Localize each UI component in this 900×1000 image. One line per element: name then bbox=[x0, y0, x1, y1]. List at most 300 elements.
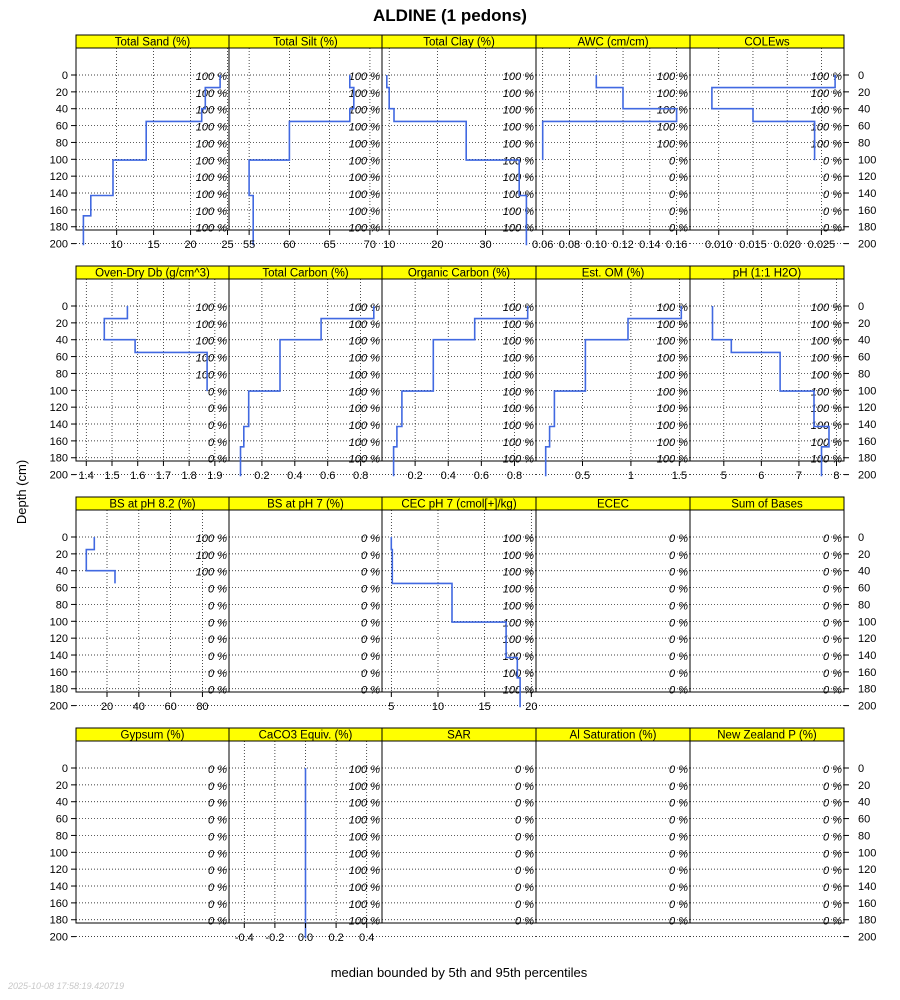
data-coverage-label: 0 % bbox=[669, 533, 688, 545]
data-coverage-label: 100 % bbox=[348, 420, 380, 433]
x-tick-label: 0.5 bbox=[574, 470, 591, 482]
data-coverage-label: 0 % bbox=[669, 865, 688, 878]
data-coverage-label: 0 % bbox=[823, 764, 842, 776]
data-coverage-label: 100 % bbox=[502, 583, 534, 596]
x-tick-label: 20 bbox=[100, 701, 114, 713]
data-coverage-label: 100 % bbox=[656, 302, 688, 314]
data-coverage-label: 100 % bbox=[810, 121, 842, 134]
data-coverage-label: 0 % bbox=[669, 651, 688, 664]
x-tick-label: 1.9 bbox=[207, 470, 223, 482]
data-coverage-label: 100 % bbox=[348, 172, 380, 185]
x-tick-label: 15 bbox=[147, 239, 160, 251]
panel-strip-label: BS at pH 7 (%) bbox=[267, 498, 344, 511]
y-tick-label: 180 bbox=[858, 221, 877, 234]
x-tick-label: 5 bbox=[388, 701, 395, 713]
y-tick-label: 20 bbox=[858, 317, 871, 330]
data-coverage-label: 0 % bbox=[823, 634, 842, 647]
y-tick-label: 120 bbox=[858, 864, 877, 877]
data-coverage-label: 0 % bbox=[669, 600, 688, 613]
data-coverage-label: 100 % bbox=[348, 318, 380, 331]
y-tick-label: 200 bbox=[49, 469, 68, 482]
data-coverage-label: 0 % bbox=[823, 189, 842, 202]
data-coverage-label: 0 % bbox=[823, 780, 842, 793]
panel-frame bbox=[690, 741, 844, 923]
panel-strip-label: Organic Carbon (%) bbox=[407, 267, 511, 280]
data-coverage-label: 100 % bbox=[502, 302, 534, 314]
y-tick-label: 100 bbox=[858, 616, 877, 629]
data-coverage-label: 0 % bbox=[208, 386, 227, 399]
data-coverage-label: 0 % bbox=[208, 898, 227, 911]
data-coverage-label: 100 % bbox=[195, 121, 227, 134]
y-tick-label: 40 bbox=[858, 103, 871, 116]
data-coverage-label: 0 % bbox=[823, 583, 842, 596]
panel-strip-label: Total Sand (%) bbox=[114, 36, 191, 49]
panel-7 bbox=[382, 266, 536, 482]
data-coverage-label: 0 % bbox=[361, 634, 380, 647]
data-coverage-label: 100 % bbox=[810, 436, 842, 449]
data-coverage-label: 0 % bbox=[823, 651, 842, 664]
y-tick-label: 20 bbox=[55, 779, 68, 792]
data-coverage-label: 0 % bbox=[361, 583, 380, 596]
x-tick-label: 8 bbox=[833, 470, 840, 482]
data-coverage-label: 100 % bbox=[348, 436, 380, 449]
y-tick-label: 200 bbox=[858, 931, 877, 944]
y-tick-label: 140 bbox=[858, 881, 877, 894]
panel-9 bbox=[690, 266, 876, 482]
x-tick-label: -0.2 bbox=[265, 932, 285, 944]
data-coverage-label: 0 % bbox=[669, 780, 688, 793]
data-coverage-label: 0 % bbox=[823, 898, 842, 911]
y-tick-label: 60 bbox=[858, 351, 871, 364]
panel-strip-label: COLEws bbox=[744, 36, 790, 49]
data-coverage-label: 100 % bbox=[810, 453, 842, 466]
data-coverage-label: 0 % bbox=[208, 865, 227, 878]
data-coverage-label: 0 % bbox=[361, 533, 380, 545]
x-tick-label: 60 bbox=[164, 701, 177, 713]
data-coverage-label: 100 % bbox=[502, 222, 534, 235]
data-coverage-label: 0 % bbox=[669, 566, 688, 579]
data-coverage-label: 0 % bbox=[823, 617, 842, 630]
y-tick-label: 80 bbox=[55, 137, 68, 150]
data-coverage-label: 100 % bbox=[195, 222, 227, 235]
y-tick-label: 40 bbox=[858, 334, 871, 347]
panel-strip-label: Al Saturation (%) bbox=[569, 729, 657, 742]
x-tick-label: 1.5 bbox=[671, 470, 687, 482]
data-coverage-label: 100 % bbox=[656, 403, 688, 416]
data-coverage-label: 100 % bbox=[348, 302, 380, 314]
panel-strip-label: CaCO3 Equiv. (%) bbox=[258, 729, 353, 742]
data-coverage-label: 0 % bbox=[669, 667, 688, 680]
y-tick-label: 80 bbox=[55, 599, 68, 612]
data-coverage-label: 0 % bbox=[669, 814, 688, 827]
data-coverage-label: 100 % bbox=[656, 121, 688, 134]
data-coverage-label: 100 % bbox=[502, 369, 534, 382]
y-tick-label: 100 bbox=[858, 847, 877, 860]
y-tick-label: 180 bbox=[49, 914, 68, 927]
data-coverage-label: 100 % bbox=[656, 352, 688, 365]
data-coverage-label: 0 % bbox=[823, 205, 842, 218]
data-coverage-label: 100 % bbox=[502, 403, 534, 416]
y-tick-label: 0 bbox=[61, 763, 68, 775]
data-coverage-label: 0 % bbox=[208, 651, 227, 664]
x-tick-label: -0.4 bbox=[234, 932, 254, 944]
data-coverage-label: 100 % bbox=[502, 335, 534, 348]
y-tick-label: 140 bbox=[858, 650, 877, 663]
data-coverage-label: 100 % bbox=[348, 222, 380, 235]
data-coverage-label: 100 % bbox=[348, 453, 380, 466]
x-tick-label: 10 bbox=[431, 701, 445, 713]
y-tick-label: 100 bbox=[49, 385, 68, 398]
chart-title: ALDINE (1 pedons) bbox=[373, 6, 527, 25]
y-tick-label: 0 bbox=[858, 532, 865, 544]
data-coverage-label: 100 % bbox=[195, 549, 227, 562]
x-tick-label: 0.015 bbox=[739, 239, 767, 251]
x-tick-label: 0.2 bbox=[254, 470, 270, 482]
x-tick-label: 55 bbox=[243, 239, 256, 251]
panel-3 bbox=[532, 35, 690, 251]
data-coverage-label: 0 % bbox=[515, 898, 534, 911]
data-coverage-label: 0 % bbox=[823, 915, 842, 928]
x-tick-label: 0.4 bbox=[287, 470, 303, 482]
data-coverage-label: 100 % bbox=[195, 335, 227, 348]
data-coverage-label: 100 % bbox=[502, 617, 534, 630]
y-tick-label: 60 bbox=[55, 120, 68, 133]
data-coverage-label: 0 % bbox=[208, 814, 227, 827]
x-tick-label: 0.12 bbox=[612, 239, 634, 251]
y-tick-label: 0 bbox=[61, 301, 68, 313]
y-tick-label: 40 bbox=[55, 796, 68, 809]
panel-5 bbox=[50, 266, 229, 482]
panel-strip-label: BS at pH 8.2 (%) bbox=[109, 498, 196, 511]
y-tick-label: 200 bbox=[858, 700, 877, 713]
data-coverage-label: 0 % bbox=[515, 797, 534, 810]
data-coverage-label: 100 % bbox=[348, 797, 380, 810]
y-tick-label: 140 bbox=[49, 650, 68, 663]
x-tick-label: 80 bbox=[196, 701, 209, 713]
data-coverage-label: 100 % bbox=[348, 814, 380, 827]
data-coverage-label: 0 % bbox=[669, 848, 688, 861]
timestamp: 2025-10-08 17:58:19.420719 bbox=[8, 981, 125, 991]
panel-strip-label: Total Silt (%) bbox=[273, 36, 338, 49]
data-coverage-label: 100 % bbox=[195, 369, 227, 382]
data-coverage-label: 0 % bbox=[208, 667, 227, 680]
data-coverage-label: 100 % bbox=[502, 189, 534, 202]
panel-17 bbox=[382, 728, 536, 937]
data-coverage-label: 100 % bbox=[502, 566, 534, 579]
data-coverage-label: 0 % bbox=[669, 205, 688, 218]
data-coverage-label: 0 % bbox=[515, 780, 534, 793]
median-profile-line bbox=[104, 306, 207, 391]
data-coverage-label: 100 % bbox=[502, 155, 534, 168]
data-coverage-label: 100 % bbox=[195, 566, 227, 579]
data-coverage-label: 0 % bbox=[823, 814, 842, 827]
data-coverage-label: 100 % bbox=[502, 651, 534, 664]
y-tick-label: 20 bbox=[858, 779, 871, 792]
y-tick-label: 80 bbox=[55, 368, 68, 381]
data-coverage-label: 100 % bbox=[348, 155, 380, 168]
x-tick-label: 0.08 bbox=[558, 239, 581, 251]
x-tick-label: 0.6 bbox=[473, 470, 490, 482]
data-coverage-label: 0 % bbox=[823, 684, 842, 697]
panel-strip-label: Total Clay (%) bbox=[423, 36, 495, 49]
y-tick-label: 0 bbox=[858, 70, 865, 82]
data-coverage-label: 0 % bbox=[669, 831, 688, 844]
x-tick-label: 1 bbox=[627, 470, 634, 482]
data-coverage-label: 0 % bbox=[669, 222, 688, 235]
data-coverage-label: 100 % bbox=[348, 764, 380, 776]
y-tick-label: 120 bbox=[858, 171, 877, 184]
y-tick-label: 160 bbox=[858, 666, 877, 679]
y-tick-label: 140 bbox=[49, 188, 68, 201]
data-coverage-label: 100 % bbox=[502, 386, 534, 399]
data-coverage-label: 0 % bbox=[208, 634, 227, 647]
data-coverage-label: 100 % bbox=[348, 780, 380, 793]
panel-strip-label: Sum of Bases bbox=[731, 498, 803, 511]
panel-12 bbox=[382, 497, 537, 713]
panel-frame bbox=[536, 510, 690, 692]
data-coverage-label: 0 % bbox=[515, 831, 534, 844]
x-tick-label: 1.8 bbox=[181, 470, 197, 482]
y-tick-label: 160 bbox=[49, 435, 68, 448]
y-tick-label: 140 bbox=[49, 419, 68, 432]
data-coverage-label: 0 % bbox=[515, 915, 534, 928]
data-coverage-label: 100 % bbox=[502, 436, 534, 449]
data-coverage-label: 100 % bbox=[195, 155, 227, 168]
data-coverage-label: 100 % bbox=[502, 318, 534, 331]
panel-frame bbox=[536, 741, 690, 923]
data-coverage-label: 0 % bbox=[823, 549, 842, 562]
data-coverage-label: 0 % bbox=[208, 848, 227, 861]
median-profile-line bbox=[249, 75, 354, 245]
y-tick-label: 80 bbox=[55, 830, 68, 843]
y-tick-label: 120 bbox=[49, 171, 68, 184]
x-tick-label: 20 bbox=[184, 239, 197, 251]
panel-strip-label: Oven-Dry Db (g/cm^3) bbox=[95, 267, 210, 280]
y-tick-label: 120 bbox=[49, 633, 68, 646]
panel-frame bbox=[229, 510, 382, 692]
x-tick-label: 0.2 bbox=[407, 470, 423, 482]
data-coverage-label: 0 % bbox=[361, 667, 380, 680]
panel-frame bbox=[382, 741, 536, 923]
data-coverage-label: 100 % bbox=[810, 71, 842, 83]
x-tick-label: 0.2 bbox=[328, 932, 344, 944]
data-coverage-label: 100 % bbox=[195, 172, 227, 185]
y-tick-label: 180 bbox=[49, 452, 68, 465]
y-tick-label: 20 bbox=[858, 548, 871, 561]
x-tick-label: 70 bbox=[363, 239, 377, 251]
y-tick-label: 60 bbox=[858, 582, 871, 595]
data-coverage-label: 100 % bbox=[348, 882, 380, 895]
y-tick-label: 40 bbox=[55, 334, 68, 347]
data-coverage-label: 0 % bbox=[208, 583, 227, 596]
y-tick-label: 160 bbox=[49, 666, 68, 679]
x-tick-label: 0.010 bbox=[704, 239, 733, 251]
data-coverage-label: 100 % bbox=[810, 104, 842, 117]
x-tick-label: 0.06 bbox=[531, 239, 554, 251]
x-tick-label: 0.4 bbox=[359, 932, 375, 944]
panel-1 bbox=[229, 35, 382, 251]
data-coverage-label: 100 % bbox=[502, 634, 534, 647]
data-coverage-label: 100 % bbox=[348, 386, 380, 399]
x-tick-label: 7 bbox=[795, 470, 802, 482]
panel-strip-label: Est. OM (%) bbox=[581, 267, 645, 280]
data-coverage-label: 0 % bbox=[208, 831, 227, 844]
x-tick-label: 0.4 bbox=[440, 470, 456, 482]
data-coverage-label: 100 % bbox=[348, 87, 380, 100]
y-tick-label: 80 bbox=[858, 137, 871, 150]
y-tick-label: 180 bbox=[858, 683, 877, 696]
y-tick-label: 180 bbox=[858, 914, 877, 927]
data-coverage-label: 100 % bbox=[348, 865, 380, 878]
data-coverage-label: 100 % bbox=[502, 453, 534, 466]
data-coverage-label: 100 % bbox=[348, 335, 380, 348]
data-coverage-label: 0 % bbox=[823, 172, 842, 185]
y-tick-label: 100 bbox=[49, 616, 68, 629]
data-coverage-label: 0 % bbox=[208, 436, 227, 449]
data-coverage-label: 0 % bbox=[208, 915, 227, 928]
data-coverage-label: 100 % bbox=[810, 369, 842, 382]
data-coverage-label: 100 % bbox=[502, 121, 534, 134]
panel-18 bbox=[536, 728, 690, 937]
data-coverage-label: 100 % bbox=[348, 121, 380, 134]
data-coverage-label: 0 % bbox=[823, 533, 842, 545]
panel-frame bbox=[690, 510, 844, 692]
data-coverage-label: 100 % bbox=[656, 369, 688, 382]
data-coverage-label: 100 % bbox=[656, 436, 688, 449]
data-coverage-label: 0 % bbox=[823, 831, 842, 844]
data-coverage-label: 100 % bbox=[502, 352, 534, 365]
y-tick-label: 20 bbox=[55, 86, 68, 99]
y-tick-label: 60 bbox=[858, 120, 871, 133]
data-coverage-label: 0 % bbox=[361, 566, 380, 579]
y-tick-label: 60 bbox=[55, 582, 68, 595]
data-coverage-label: 100 % bbox=[195, 71, 227, 83]
data-coverage-label: 0 % bbox=[669, 634, 688, 647]
y-tick-label: 160 bbox=[49, 897, 68, 910]
panel-strip-label: pH (1:1 H2O) bbox=[732, 267, 802, 280]
median-profile-line bbox=[391, 537, 520, 707]
data-coverage-label: 100 % bbox=[810, 335, 842, 348]
data-coverage-label: 100 % bbox=[195, 104, 227, 117]
y-tick-label: 160 bbox=[858, 204, 877, 217]
data-coverage-label: 0 % bbox=[823, 865, 842, 878]
y-tick-label: 0 bbox=[858, 763, 865, 775]
data-coverage-label: 100 % bbox=[348, 831, 380, 844]
data-coverage-label: 0 % bbox=[669, 684, 688, 697]
data-coverage-label: 0 % bbox=[669, 764, 688, 776]
data-coverage-label: 100 % bbox=[348, 71, 380, 83]
data-coverage-label: 100 % bbox=[348, 352, 380, 365]
x-axis-label: median bounded by 5th and 95th percentiles bbox=[330, 965, 588, 980]
panel-strip-label: SAR bbox=[447, 729, 471, 742]
y-tick-label: 140 bbox=[49, 881, 68, 894]
data-coverage-label: 0 % bbox=[669, 583, 688, 596]
data-coverage-label: 0 % bbox=[669, 155, 688, 168]
data-coverage-label: 100 % bbox=[348, 205, 380, 218]
data-coverage-label: 100 % bbox=[195, 318, 227, 331]
data-coverage-label: 100 % bbox=[502, 533, 534, 545]
data-coverage-label: 100 % bbox=[810, 318, 842, 331]
x-tick-label: 10 bbox=[110, 239, 123, 251]
x-tick-label: 0.020 bbox=[773, 239, 801, 251]
data-coverage-label: 0 % bbox=[208, 764, 227, 776]
y-tick-label: 0 bbox=[61, 532, 68, 544]
data-coverage-label: 0 % bbox=[823, 155, 842, 168]
data-coverage-label: 100 % bbox=[348, 898, 380, 911]
data-coverage-label: 0 % bbox=[515, 848, 534, 861]
data-coverage-label: 0 % bbox=[361, 651, 380, 664]
data-coverage-label: 0 % bbox=[515, 882, 534, 895]
data-coverage-label: 100 % bbox=[348, 104, 380, 117]
data-coverage-label: 100 % bbox=[656, 335, 688, 348]
panel-strip-label: Gypsum (%) bbox=[120, 729, 185, 742]
data-coverage-label: 0 % bbox=[823, 566, 842, 579]
y-tick-label: 80 bbox=[858, 599, 871, 612]
data-coverage-label: 100 % bbox=[502, 104, 534, 117]
panel-grid bbox=[50, 35, 877, 944]
y-tick-label: 100 bbox=[858, 385, 877, 398]
panel-2 bbox=[382, 35, 536, 251]
data-coverage-label: 100 % bbox=[348, 369, 380, 382]
y-tick-label: 160 bbox=[858, 435, 877, 448]
y-tick-label: 20 bbox=[858, 86, 871, 99]
data-coverage-label: 100 % bbox=[195, 189, 227, 202]
y-tick-label: 120 bbox=[858, 633, 877, 646]
data-coverage-label: 100 % bbox=[656, 71, 688, 83]
data-coverage-label: 0 % bbox=[669, 172, 688, 185]
data-coverage-label: 0 % bbox=[208, 684, 227, 697]
data-coverage-label: 100 % bbox=[502, 420, 534, 433]
y-tick-label: 160 bbox=[49, 204, 68, 217]
panel-frame bbox=[76, 741, 229, 923]
y-tick-label: 20 bbox=[55, 548, 68, 561]
data-coverage-label: 0 % bbox=[669, 915, 688, 928]
data-coverage-label: 0 % bbox=[669, 617, 688, 630]
data-coverage-label: 100 % bbox=[195, 87, 227, 100]
data-coverage-label: 0 % bbox=[208, 797, 227, 810]
y-tick-label: 40 bbox=[55, 103, 68, 116]
x-tick-label: 1.5 bbox=[104, 470, 120, 482]
x-tick-label: 60 bbox=[283, 239, 296, 251]
y-tick-label: 180 bbox=[49, 683, 68, 696]
data-coverage-label: 100 % bbox=[502, 138, 534, 151]
data-coverage-label: 0 % bbox=[361, 684, 380, 697]
data-coverage-label: 0 % bbox=[669, 189, 688, 202]
panel-14 bbox=[690, 497, 876, 713]
panel-strip-label: New Zealand P (%) bbox=[717, 729, 817, 742]
x-tick-label: 15 bbox=[478, 701, 491, 713]
panel-16 bbox=[229, 728, 382, 944]
data-coverage-label: 0 % bbox=[823, 222, 842, 235]
data-coverage-label: 100 % bbox=[502, 600, 534, 613]
y-tick-label: 0 bbox=[61, 70, 68, 82]
data-coverage-label: 0 % bbox=[361, 600, 380, 613]
panel-8 bbox=[536, 266, 690, 482]
data-coverage-label: 100 % bbox=[195, 302, 227, 314]
y-tick-label: 100 bbox=[858, 154, 877, 167]
panel-0 bbox=[50, 35, 234, 251]
data-coverage-label: 0 % bbox=[361, 549, 380, 562]
data-coverage-label: 0 % bbox=[208, 403, 227, 416]
data-coverage-label: 100 % bbox=[502, 87, 534, 100]
x-tick-label: 0.16 bbox=[665, 239, 688, 251]
data-coverage-label: 100 % bbox=[348, 403, 380, 416]
data-coverage-label: 100 % bbox=[810, 138, 842, 151]
data-coverage-label: 100 % bbox=[656, 420, 688, 433]
panel-19 bbox=[690, 728, 876, 944]
x-tick-label: 0.14 bbox=[639, 239, 661, 251]
median-profile-line bbox=[86, 537, 115, 583]
